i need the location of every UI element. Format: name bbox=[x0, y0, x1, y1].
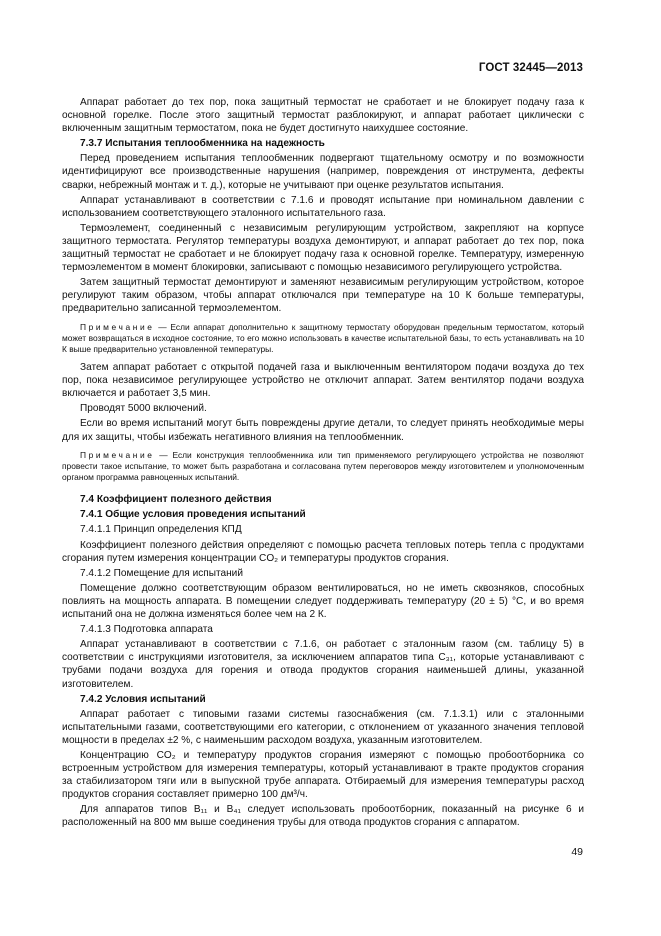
paragraph: Помещение должно соответствующим образом вентилироваться, но не иметь сквозняков, способных повлиять на мощность аппарата. В помещении следует поддерживать температуру (20 ± 5) °С, и во время испытаний она не должна изменяться более чем на 2 К. bbox=[62, 582, 584, 621]
note-label: Примечание bbox=[80, 321, 155, 332]
paragraph: Аппарат устанавливают в соответствии с 7.1.6, он работает с эталонным газом (см. таблицу 5) в соответствии с инструкциями изготовителя, за исключением аппаратов типа C₃₁, которые устанавливают с трубами подачи воздуха для горения и отвода продуктов сгорания наименьшей длины, указанной изготовителем. bbox=[62, 639, 584, 690]
note-text: — Если аппарат дополнительно к защитному термостату оборудован предельным термостатом, который может возвращаться в исходное состояние, то его можно использовать в качестве испытательной базы, то есть устанавливать на 10 К выше предварительно установленной температуры. bbox=[62, 321, 584, 354]
paragraph: Аппарат устанавливают в соответствии с 7.1.6 и проводят испытание при номинальном давлении с использованием соответствующего эталонного испытательного газа. bbox=[62, 194, 584, 219]
note bbox=[62, 450, 584, 484]
paragraph: Затем защитный термостат демонтируют и заменяют независимым регулирующим устройством, которое регулируют таким образом, чтобы аппарат отключался при температуре на 10 К больше температуры, предварительно записанной термоэлементом. bbox=[62, 277, 584, 315]
paragraph: Концентрацию CO₂ и температуру продуктов сгорания измеряют с помощью пробоотборника со встроенным устройством для измерения температуры, который устанавливают в тракте продуктов сгорания за стабилизатором тяги или в выпускной трубе аппарата. Отбираемый для измерения температуры расход продуктов сгорания составляет примерно 100 дм³/ч. bbox=[62, 749, 584, 801]
paragraph: Для аппаратов типов B₁₁ и B₄₁ следует использовать пробоотборник, показанный на рисунке 6 и расположенный на 800 мм выше соединения трубы для отвода продуктов сгорания с аппаратом. bbox=[62, 804, 584, 829]
paragraph: Затем аппарат работает с открытой подачей газа и выключенным вентилятором подачи воздуха до тех пор, пока независимое регулирующее устройство не отключит аппарат. Затем вентилятор подачи воздуха включается и работает 3,5 мин. bbox=[62, 362, 584, 400]
note-label: Примечание bbox=[80, 449, 155, 460]
section-heading: 7.4 Коэффициент полезного действия bbox=[80, 494, 272, 506]
paragraph: Аппарат работает до тех пор, пока защитный термостат не сработает и не блокирует подачу газа к основной горелке. После этого защитный термостат разблокируют, и аппарат работает циклически с включенным защитным термостатом, пока не будет достигнуто наихудшее состояние. bbox=[62, 97, 584, 135]
paragraph: Аппарат работает с типовыми газами системы газоснабжения (см. 7.1.3.1) или с эталонными испытательными газами, соответствующими его категории, с отклонением от указанного значения тепловой мощности в пределах ±2 %, с наименьшим расходом воздуха, указанным изготовителем. bbox=[62, 708, 584, 746]
paragraph: Коэффициент полезного действия определяют с помощью расчета тепловых потерь тепла с продуктами сгорания путем измерения концентрации CO₂ и температуры продуктов сгорания. bbox=[62, 539, 584, 564]
section-heading: 7.3.7 Испытания теплообменника на надежность bbox=[80, 138, 325, 150]
document-header: ГОСТ 32445—2013 bbox=[478, 62, 583, 74]
page-number: 49 bbox=[571, 846, 583, 858]
subsection-heading: 7.4.1.1 Принцип определения КПД bbox=[80, 524, 242, 536]
paragraph: Перед проведением испытания теплообменник подвергают тщательному осмотру и по возможности идентифицируют все производственные нарушения (например, повреждения от инструмента, дефекты сварки, небрежный монтаж и т. д.), которые не учитывают при оценке результатов испытания. bbox=[62, 153, 584, 191]
section-heading: 7.4.2 Условия испытаний bbox=[80, 693, 206, 705]
paragraph: Проводят 5000 включений. bbox=[80, 403, 207, 415]
note-text: — Если конструкция теплообменника или тип применяемого регулирующего устройства не позволяют провести такое испытание, то может быть разработана и согласована путем переговоров между изготовителем и уполномоченным органом программа равноценных испытаний. bbox=[62, 449, 584, 483]
paragraph: Если во время испытаний могут быть повреждены другие детали, то следует принять необходимые меры для их защиты, чтобы избежать негативного влияния на теплообменник. bbox=[62, 418, 584, 443]
section-heading: 7.4.1 Общие условия проведения испытаний bbox=[80, 509, 306, 521]
paragraph: Термоэлемент, соединенный с независимым регулирующим устройством, закрепляют на корпусе защитного термостата. Регулятор температуры воздуха демонтируют, и аппарат работает до тех пор, пока защитный термостат не сработает и не блокирует подачу газа к основной горелке. Температуру, измеренную термоэлементом в момент блокировки, записывают с помощью независимого регулирующего устройства. bbox=[62, 222, 584, 274]
page-body bbox=[62, 96, 584, 832]
subsection-heading: 7.4.1.3 Подготовка аппарата bbox=[80, 624, 213, 636]
note bbox=[62, 322, 584, 356]
subsection-heading: 7.4.1.2 Помещение для испытаний bbox=[80, 567, 243, 579]
